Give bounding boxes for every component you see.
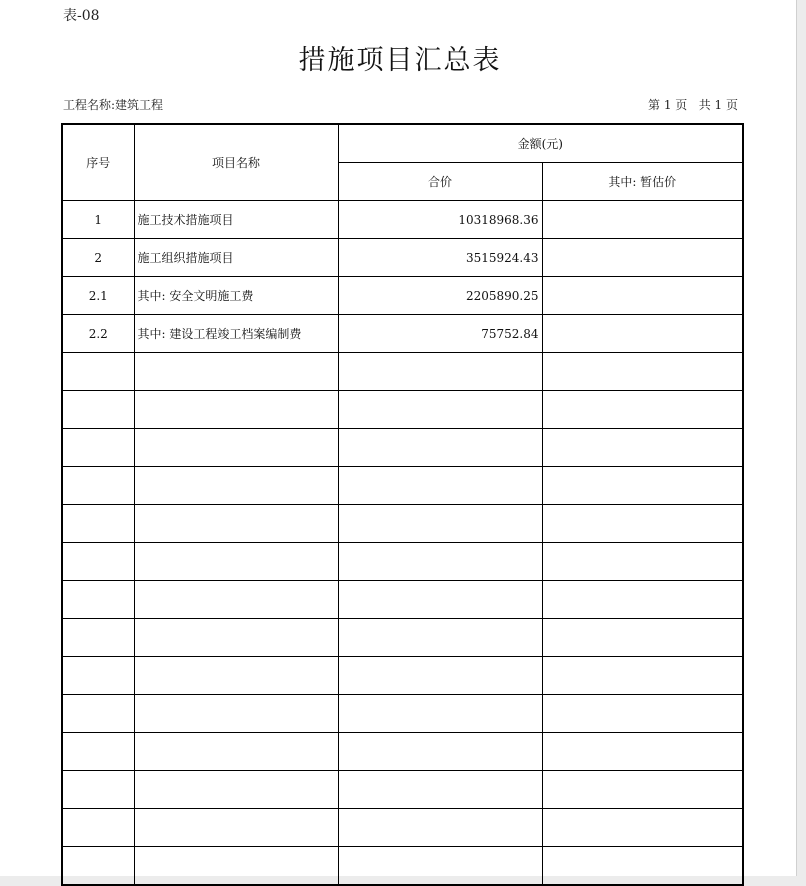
row-total: 10318968.36 <box>338 201 542 239</box>
row-total: 75752.84 <box>338 315 542 353</box>
row-provisional <box>542 581 743 619</box>
row-provisional <box>542 201 743 239</box>
column-header-seq: 序号 <box>62 124 134 201</box>
measures-summary-table <box>61 123 744 886</box>
table-code: 表-08 <box>63 8 100 24</box>
empty-table-row <box>62 467 743 505</box>
row-seq <box>62 505 134 543</box>
empty-table-row <box>62 657 743 695</box>
row-provisional <box>542 505 743 543</box>
row-provisional <box>542 277 743 315</box>
row-provisional <box>542 543 743 581</box>
row-seq: 2 <box>62 239 134 277</box>
row-seq <box>62 543 134 581</box>
row-provisional <box>542 733 743 771</box>
row-name <box>134 581 338 619</box>
row-total <box>338 391 542 429</box>
empty-table-row <box>62 505 743 543</box>
row-name <box>134 695 338 733</box>
row-seq: 2.2 <box>62 315 134 353</box>
column-header-provisional: 其中: 暂估价 <box>542 163 743 201</box>
row-seq <box>62 771 134 809</box>
column-header-amount: 金额(元) <box>338 124 743 163</box>
row-total <box>338 733 542 771</box>
row-provisional <box>542 619 743 657</box>
row-name <box>134 771 338 809</box>
project-name <box>63 96 163 113</box>
row-provisional <box>542 809 743 847</box>
row-name <box>134 657 338 695</box>
row-total <box>338 581 542 619</box>
column-header-total: 合价 <box>338 163 542 201</box>
row-provisional <box>542 391 743 429</box>
row-total <box>338 429 542 467</box>
row-provisional <box>542 467 743 505</box>
row-total: 2205890.25 <box>338 277 542 315</box>
row-provisional <box>542 429 743 467</box>
row-seq <box>62 581 134 619</box>
row-name <box>134 505 338 543</box>
row-provisional <box>542 315 743 353</box>
row-name <box>134 353 338 391</box>
page-title: 措施项目汇总表 <box>298 45 502 76</box>
empty-table-row <box>62 391 743 429</box>
empty-table-row <box>62 695 743 733</box>
row-name: 施工技术措施项目 <box>134 201 338 239</box>
row-name <box>134 543 338 581</box>
empty-table-row <box>62 353 743 391</box>
row-total <box>338 847 542 886</box>
row-seq: 1 <box>62 201 134 239</box>
empty-table-row <box>62 619 743 657</box>
row-seq <box>62 657 134 695</box>
row-name <box>134 733 338 771</box>
row-seq <box>62 353 134 391</box>
row-provisional <box>542 771 743 809</box>
row-total <box>338 505 542 543</box>
row-seq <box>62 429 134 467</box>
empty-table-row <box>62 733 743 771</box>
row-seq <box>62 467 134 505</box>
row-provisional <box>542 353 743 391</box>
table-row <box>62 201 743 239</box>
row-name <box>134 619 338 657</box>
row-name: 其中: 安全文明施工费 <box>134 277 338 315</box>
row-seq: 2.1 <box>62 277 134 315</box>
row-total <box>338 809 542 847</box>
project-label: 工程名称: <box>63 98 116 112</box>
empty-table-row <box>62 847 743 886</box>
row-total <box>338 353 542 391</box>
row-seq <box>62 847 134 886</box>
table-row <box>62 277 743 315</box>
row-total <box>338 467 542 505</box>
page-count: 第 1 页 共 1 页 <box>648 98 738 112</box>
row-total <box>338 543 542 581</box>
table-row <box>62 315 743 353</box>
empty-table-row <box>62 771 743 809</box>
row-provisional <box>542 657 743 695</box>
row-seq <box>62 809 134 847</box>
row-name <box>134 809 338 847</box>
row-name <box>134 429 338 467</box>
empty-table-row <box>62 543 743 581</box>
row-provisional <box>542 239 743 277</box>
row-total <box>338 771 542 809</box>
header-row-1 <box>62 124 743 163</box>
project-value: 建筑工程 <box>115 98 164 112</box>
row-seq <box>62 391 134 429</box>
row-total <box>338 695 542 733</box>
row-name <box>134 467 338 505</box>
row-provisional <box>542 695 743 733</box>
row-seq <box>62 733 134 771</box>
row-provisional <box>542 847 743 886</box>
empty-table-row <box>62 809 743 847</box>
row-total: 3515924.43 <box>338 239 542 277</box>
row-name <box>134 847 338 886</box>
row-seq <box>62 619 134 657</box>
row-total <box>338 619 542 657</box>
empty-table-row <box>62 429 743 467</box>
row-name: 施工组织措施项目 <box>134 239 338 277</box>
row-total <box>338 657 542 695</box>
empty-table-row <box>62 581 743 619</box>
row-seq <box>62 695 134 733</box>
row-name: 其中: 建设工程竣工档案编制费 <box>134 315 338 353</box>
table-row <box>62 239 743 277</box>
row-name <box>134 391 338 429</box>
column-header-name: 项目名称 <box>134 124 338 201</box>
